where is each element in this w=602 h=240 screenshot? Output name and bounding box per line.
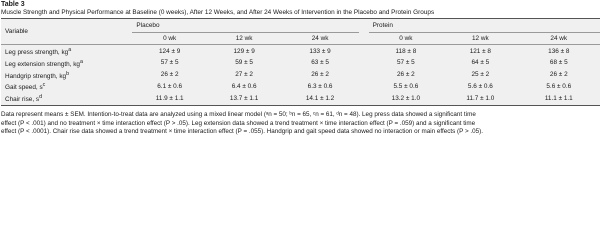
placebo-cell: 57 ± 5 [160,59,179,67]
protein-week-header: 0 wk [369,33,443,45]
row-label-text: Handgrip strength, kg [5,72,67,80]
row-label-text: Leg press strength, kg [5,49,69,57]
placebo-cell: 27 ± 2 [235,71,253,79]
protein-cell: 26 ± 2 [397,71,415,79]
table-label: Table 3 [1,1,25,8]
placebo-cell: 6.1 ± 0.6 [157,83,183,91]
row-label-text: Leg extension strength, kg [5,60,80,68]
row-label [1,58,132,70]
protein-cell: 11.7 ± 1.0 [466,94,495,102]
protein-cell: 26 ± 2 [549,71,568,79]
table-title-block [1,1,601,17]
row-label-text: Chair rise, s [5,96,40,104]
table-row [1,81,600,93]
protein-cell: 64 ± 5 [471,59,490,67]
placebo-week-header: 0 wk [132,33,206,45]
week-spacer [359,33,369,45]
row-spacer [359,45,369,58]
row-spacer [359,93,369,105]
protein-week-header: 12 wk [443,33,517,45]
group-header-row [1,19,600,33]
protein-cell: 5.6 ± 0.6 [546,83,572,91]
placebo-cell: 63 ± 5 [311,59,329,67]
placebo-cell: 26 ± 2 [160,71,179,79]
protein-cell: 5.5 ± 0.6 [393,83,419,91]
placebo-cell: 26 ± 2 [311,71,329,79]
protein-cell: 5.6 ± 0.6 [467,83,493,91]
protein-cell: 13.2 ± 1.0 [391,94,421,102]
placebo-cell: 124 ± 9 [159,47,181,55]
row-spacer [359,81,369,93]
footnote-line: effect (P < .001) and no treatment × time interaction effect (P > .05). Leg extension data showed a trend treatment × time interaction effect (P = .059) and a significant time [1,119,476,127]
protein-cell: 136 ± 8 [548,47,570,55]
row-label-superscript: a [79,58,83,65]
protein-cell: 68 ± 5 [549,59,568,67]
table-row [1,70,600,82]
placebo-cell: 6.4 ± 0.6 [231,83,257,91]
table-row [1,58,600,70]
row-spacer [359,70,369,82]
table-caption: Muscle Strength and Physical Performance at Baseline (0 weeks), After 12 Weeks, and After 24 Weeks of Intervention in the Placebo and Protein Groups [1,9,435,16]
protein-cell: 11.1 ± 1.1 [544,94,573,102]
group-spacer [359,19,369,33]
placebo-week-header: 12 wk [207,33,281,45]
row-label-superscript: b [66,70,70,77]
protein-cell: 57 ± 5 [397,59,415,67]
placebo-cell: 13.7 ± 1.1 [229,94,259,102]
row-label [1,93,132,105]
table-body [1,45,600,106]
placebo-cell: 59 ± 5 [235,59,253,67]
data-table [1,19,600,105]
protein-cell: 25 ± 2 [471,71,490,79]
protein-cell: 121 ± 8 [469,47,491,55]
protein-week-header: 24 wk [518,33,600,45]
row-label [1,45,132,58]
placebo-group-header: Placebo [132,19,358,33]
row-label-text: Gait speed, s [5,84,43,92]
table-footnote [1,111,601,137]
data-table-container [1,18,600,106]
row-label-superscript: a [68,47,72,53]
row-label-superscript: c [42,82,46,89]
protein-cell: 118 ± 8 [395,47,417,55]
footnote-line: effect (P < .0001). Chair rise data showed a trend treatment × time interaction effect (P = .055). Handgrip and gait speed data showed no interaction or main effects (P > .05). [1,128,483,136]
row-label [1,70,132,82]
placebo-cell: 6.3 ± 0.6 [307,83,333,91]
placebo-cell: 133 ± 9 [309,47,331,55]
placebo-cell: 14.1 ± 1.2 [305,94,335,102]
row-spacer [359,58,369,70]
row-label-superscript: d [39,94,43,101]
table-row [1,45,600,58]
placebo-cell: 11.9 ± 1.1 [155,94,184,102]
placebo-week-header: 24 wk [281,33,358,45]
row-label [1,81,132,93]
protein-group-header: Protein [369,19,600,33]
variable-header: Variable [1,19,132,45]
placebo-cell: 129 ± 9 [233,47,255,55]
table-row [1,93,600,105]
footnote-line: Data represent means ± SEM. Intention-to-treat data are analyzed using a mixed linear model (ᵃn = 50; ᵇn = 65, ᶜn = 61, ᵈn = 48). Leg press data showed a significant time [1,111,476,118]
